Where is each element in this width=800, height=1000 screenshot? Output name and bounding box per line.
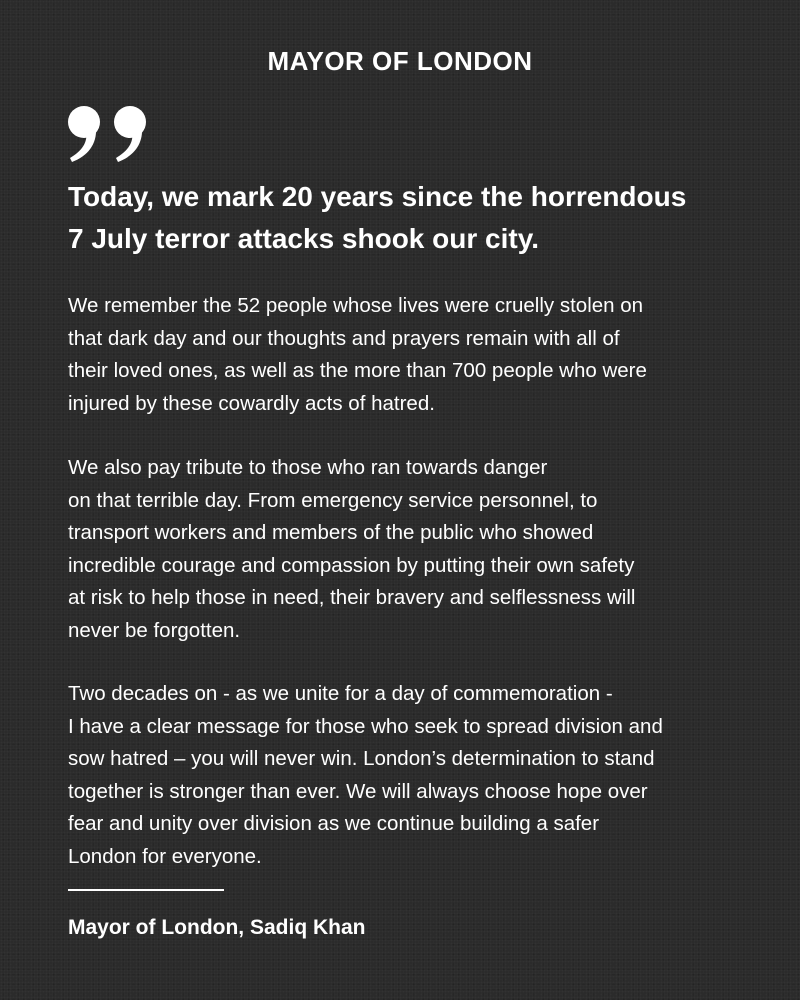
paragraph-line: at risk to help those in need, their bravery and selflessness will [68, 586, 636, 609]
signoff: Mayor of London, Sadiq Khan [68, 916, 366, 939]
paragraph-line: We also pay tribute to those who ran towards danger [68, 456, 548, 479]
headline-line: Today, we mark 20 years since the horrendous [68, 181, 687, 212]
paragraph-line: I have a clear message for those who seek to spread division and [68, 714, 663, 738]
paragraph-line: London for everyone. [68, 844, 262, 868]
page-title: MAYOR OF LONDON [267, 46, 533, 76]
paragraph-message [68, 678, 748, 873]
paragraph-remembrance [68, 290, 748, 420]
paragraph-line: sow hatred – you will never win. London’s determination to stand [68, 747, 655, 770]
paragraph-line: that dark day and our thoughts and prayers remain with all of [68, 326, 620, 350]
paragraph-line: incredible courage and compassion by putting their own safety [68, 553, 635, 577]
divider [68, 889, 224, 891]
closing-quotation-mark-icon [64, 104, 156, 164]
paragraph-line: together is stronger than ever. We will always choose hope over [68, 779, 648, 803]
headline [68, 176, 748, 260]
paragraph-tribute [68, 452, 748, 647]
paragraph-line: Two decades on - as we unite for a day of commemoration - [68, 682, 613, 705]
paragraph-line: fear and unity over division as we continue building a safer [68, 812, 600, 835]
paragraph-line: on that terrible day. From emergency service personnel, to [68, 488, 598, 512]
paragraph-line: injured by these cowardly acts of hatred. [68, 391, 435, 415]
paragraph-line: their loved ones, as well as the more than 700 people who were [68, 359, 647, 382]
headline-line: 7 July terror attacks shook our city. [68, 223, 539, 254]
paragraph-line: transport workers and members of the public who showed [68, 521, 594, 544]
paragraph-line: never be forgotten. [68, 618, 241, 642]
paragraph-line: We remember the 52 people whose lives were cruelly stolen on [68, 294, 644, 317]
